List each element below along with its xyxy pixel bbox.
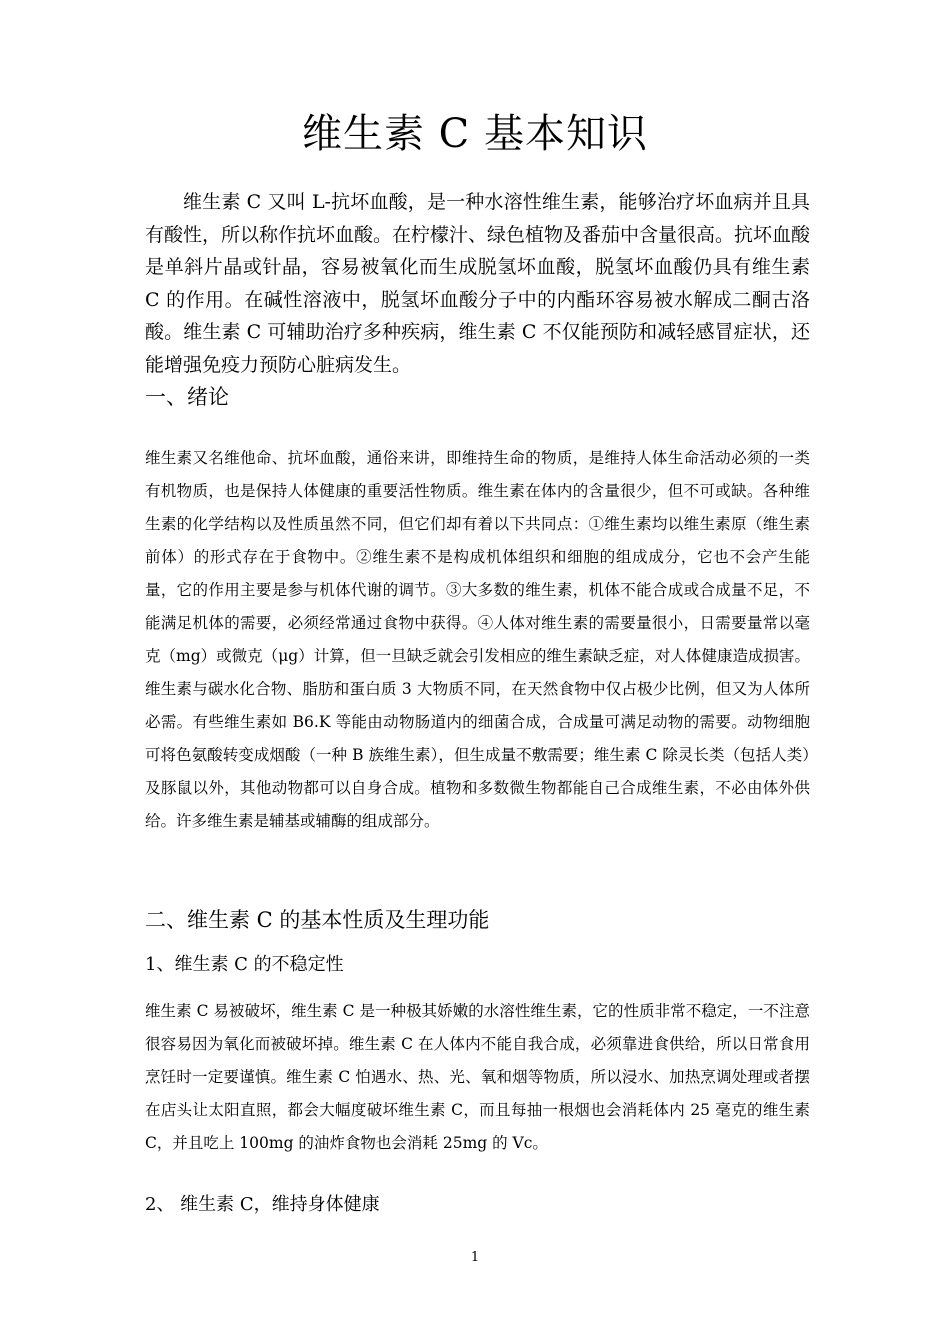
introduction-paragraph: 维生素又名维他命、抗坏血酸，通俗来讲，即维持生命的物质，是维持人体生命活动必须的一类有机物质，也是保持人体健康的重要活性物质。维生素在体内的含量很少，但不可或缺。各种维生素的化学结构以及性质虽然不同，但它们却有着以下共同点：①维生素均以维生素原（维生素前体）的形式存在于食物中。②维生素不是构成机体组织和细胞的组成成分，它也不会产生能量，它的作用主要是参与机体代谢的调节。③大多数的维生素，机体不能合成或合成量不足，不能满足机体的需要，必须经常通过食物中获得。④人体对维生素的需要量很小，日需要量常以毫克（mg）或微克（μg）计算，但一旦缺乏就会引发相应的维生素缺乏症，对人体健康造成损害。维生素与碳水化合物、脂肪和蛋白质 3 大物质不同，在天然食物中仅占极少比例，但又为人体所必需。有些维生素如 B6.K 等能由动物肠道内的细菌合成，合成量可满足动物的需要。动物细胞可将色氨酸转变成烟酸（一种 B 族维生素），但生成量不敷需要；维生素 C 除灵长类（包括人类）及豚鼠以外，其他动物都可以自身合成。植物和多数微生物都能自己合成维生素，不必由体外供给。许多维生素是辅基或辅酶的组成部分。	[145, 449, 810, 830]
document-title: 维生素 C 基本知识	[301, 111, 649, 157]
intro-paragraph: 维生素 C 又叫 L-抗坏血酸，是一种水溶性维生素，能够治疗坏血病并且具有酸性，所以称作抗坏血酸。在柠檬汁、绿色植物及番茄中含量很高。抗坏血酸是单斜片晶或针晶，容易被氧化而生成脱氢坏血酸，脱氢坏血酸仍具有维生素 C 的作用。在碱性溶液中，脱氢坏血酸分子中的内酯环容易被水解成二酮古洛酸。维生素 C 可辅助治疗多种疾病，维生素 C 不仅能预防和减轻感冒症状，还能增强免疫力预防心脏病发生。	[145, 191, 811, 376]
section-heading-properties: 二、维生素 C 的基本性质及生理功能	[145, 908, 490, 932]
subsection-heading-instability: 1、维生素 C 的不稳定性	[145, 954, 344, 975]
page-number: 1	[470, 1250, 480, 1265]
section-heading-introduction: 一、绪论	[145, 385, 229, 409]
instability-paragraph: 维生素 C 易被破坏，维生素 C 是一种极其娇嫩的水溶性维生素，它的性质非常不稳定，一不注意很容易因为氧化而被破坏掉。维生素 C 在人体内不能自我合成，必须靠进食供给，所以日常食用烹饪时一定要谨慎。维生素 C 怕遇水、热、光、氧和烟等物质，所以浸水、加热烹调处理或者摆在店头让太阳直照，都会大幅度破坏维生素 C，而且每抽一根烟也会消耗体内 25 毫克的维生素 C，并且吃上 100mg 的油炸食物也会消耗 25mg 的 Vc。	[145, 1002, 810, 1152]
subsection-heading-health: 2、 维生素 C，维持身体健康	[145, 1194, 380, 1215]
